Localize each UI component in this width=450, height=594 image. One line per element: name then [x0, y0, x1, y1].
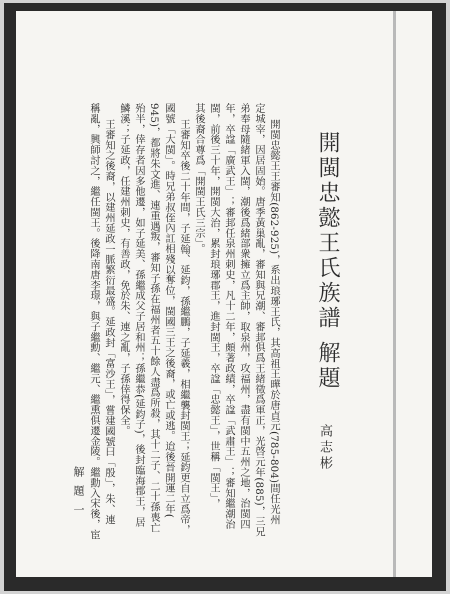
body-line: 王審知卒後二十年間，子延翰、延鈞，孫繼鵬，子延羲，相繼襲封閩王；延鈞更自立爲帝， [178, 119, 189, 535]
body-line: 弟奉母隨緒軍入閩，潮後爲緒部衆擁立爲主帥，取泉州，攻福州，盡有閩中五州之地，治閩四 [238, 103, 249, 530]
page-footer: 解題一 [72, 466, 85, 523]
body-line: 國號「大閩」。時兄弟叔侄內訌相殘以奪位，閩國三王之後裔，或亡或逃。迨後晉開運二年( [163, 103, 174, 519]
page-title: 開閩忠懿王氏族譜 解題 [315, 131, 340, 391]
body-line: 945)，都將朱文進、連重遇叛，審知子孫在福州者五十餘人盡爲所殺，其十二子、二十孫喪亡 [148, 103, 159, 533]
body-line: 開閩忠懿王王審知(862-925)，系出琅琊王氏，其高祖王曄於唐貞元(785-804)間任光州 [268, 119, 279, 525]
body-line: 鱗溪；子延政，任建州刺史，有善政，免於朱、連之亂，子孫倖得保全。 [118, 103, 129, 436]
body-line: 閩，前後三十年，開閩大治，累封琅琊郡王，進封閩王，卒諡「忠懿王」，世稱「閩王」， [208, 103, 219, 509]
body-line: 稱亂，興師討之，繼任閩王。後降南唐李璟，與子繼勳、繼元、繼熏俱遷金陵。繼勳入宋後，宦 [88, 103, 99, 540]
author-name: 高志彬 [317, 424, 332, 472]
body-line: 年，卒諡「廣武王」；審邽任泉州刺史，凡十二年，頗著政績，卒諡「武肅王」；審知繼潮治 [223, 103, 234, 530]
body-line: 殆半，倖存者因多他遷，如子延美、孫繼成父子居和州；孫繼恭(延鈞子)，後封臨海郡王，居 [133, 103, 144, 528]
page-spine-shadow [393, 11, 396, 577]
body-line: 其後裔合尊爲「開閩王氏三宗」。 [193, 103, 204, 254]
body-line: 王審知之後裔，以建州延政一脈繁衍最盛。延政封「富沙王」，嘗建國號曰「殷」，朱、連 [103, 119, 114, 525]
body-line: 定城宰，因居固始。唐季黃巢亂，審知與兄潮、審邽俱爲王緒徵爲軍正，光啓元年(885)，三兄 [253, 103, 264, 537]
book-page [16, 11, 432, 577]
